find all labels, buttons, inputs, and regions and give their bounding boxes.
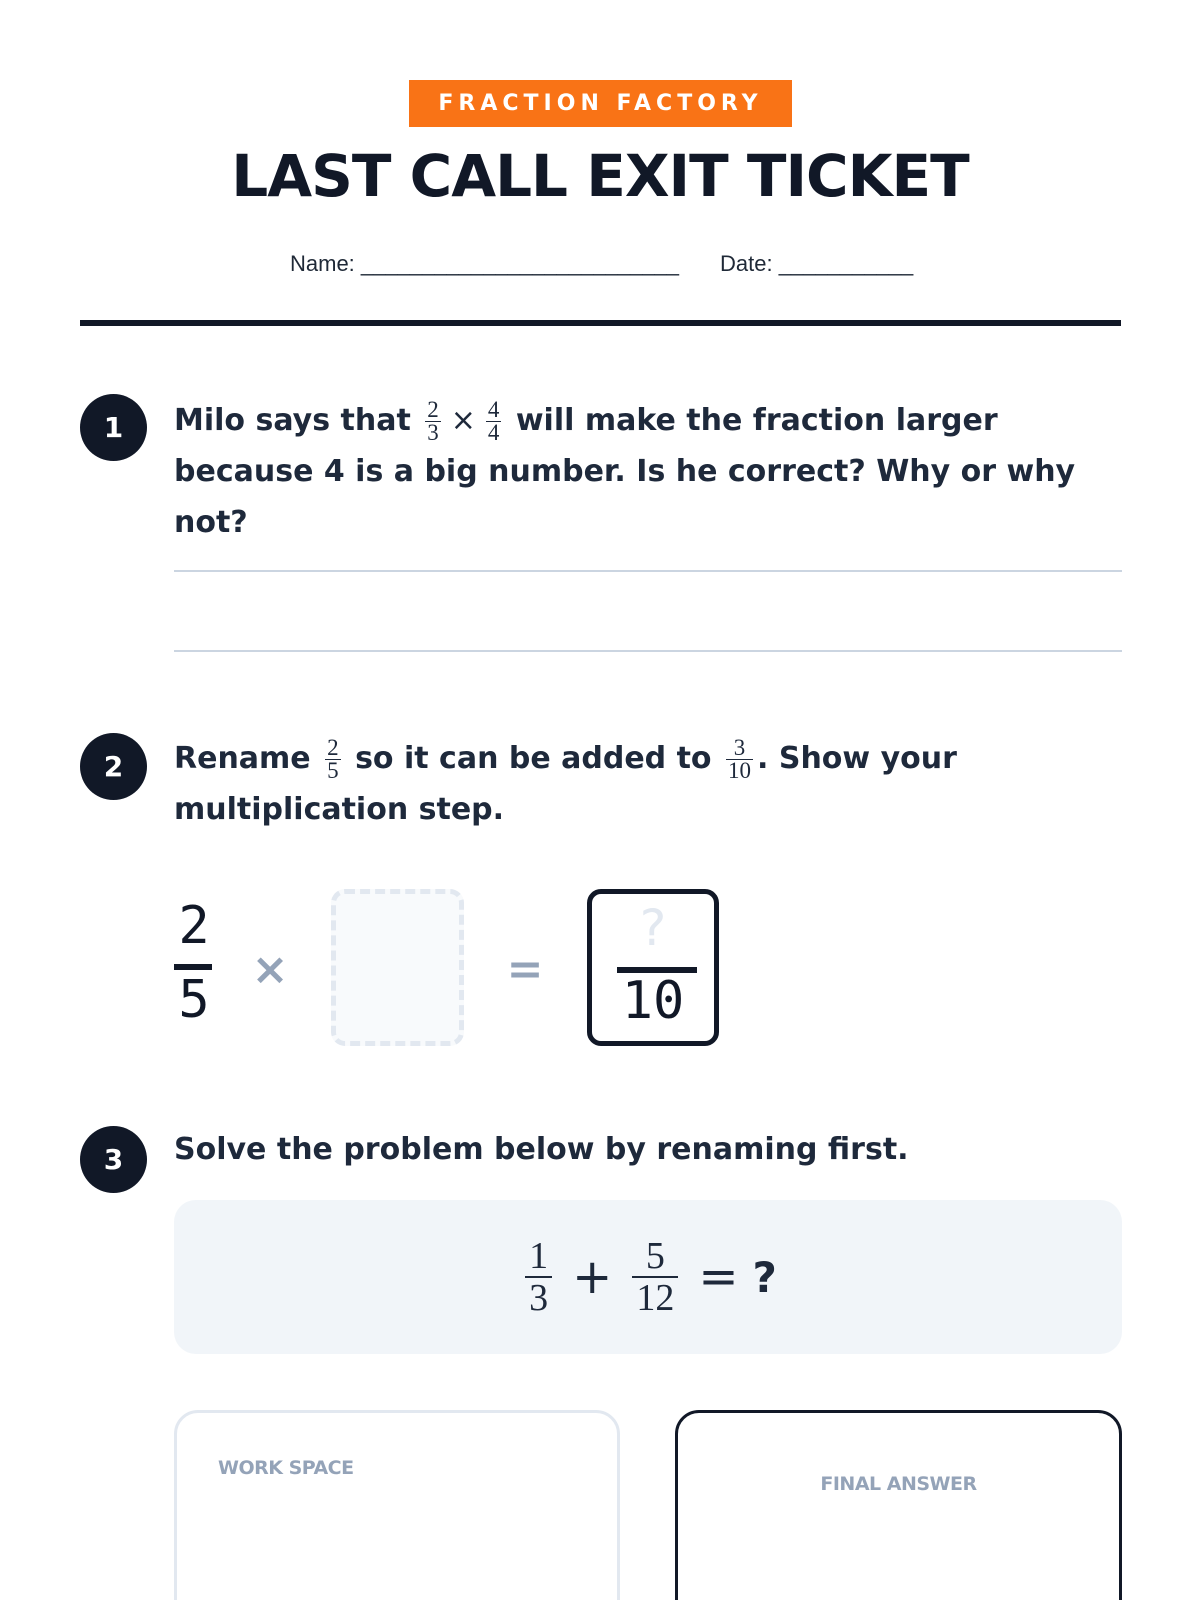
equals-sign: = <box>698 1249 739 1305</box>
denominator: 10 <box>728 758 751 783</box>
question-1-prompt <box>174 395 1134 548</box>
page-title: LAST CALL EXIT TICKET <box>231 142 969 210</box>
numerator: 2 <box>327 735 339 760</box>
unknown-mark: ? <box>752 1252 777 1302</box>
result-fraction-box[interactable] <box>587 889 719 1046</box>
question-text: will make the fraction larger <box>515 403 998 438</box>
denominator: 4 <box>487 420 500 445</box>
problem-box <box>174 1200 1122 1354</box>
question-text: Milo says that <box>174 403 411 438</box>
brand-badge: FRACTION FACTORY <box>409 80 792 127</box>
equals-sign: = <box>506 944 544 995</box>
final-answer-panel[interactable] <box>675 1410 1122 1600</box>
numerator: 1 <box>525 1236 552 1278</box>
fraction <box>486 399 502 444</box>
question-text: multiplication step. <box>174 792 505 827</box>
question-text: because 4 is a big number. Is he correct? Why or why not? <box>174 454 1076 540</box>
question-3-prompt: Solve the problem below by renaming first. <box>174 1132 909 1167</box>
question-text: so it can be added to <box>355 741 712 776</box>
denominator: 12 <box>636 1277 675 1319</box>
plus-operator: + <box>572 1249 613 1305</box>
times-operator: × <box>450 403 476 438</box>
question-number-badge: 2 <box>80 733 147 800</box>
multiplier-input-box[interactable] <box>331 889 464 1046</box>
times-operator: × <box>251 944 289 995</box>
numerator: 5 <box>632 1236 678 1278</box>
result-numerator-placeholder[interactable]: ? <box>639 899 667 957</box>
date-field[interactable]: Date: ___________ <box>720 251 914 276</box>
fraction <box>726 737 753 782</box>
name-field[interactable]: Name: __________________________ <box>290 251 680 276</box>
work-space-label: WORK SPACE <box>218 1457 354 1479</box>
question-number-badge: 3 <box>80 1126 147 1193</box>
header-divider <box>80 320 1121 326</box>
question-2-prompt <box>174 733 1134 835</box>
fraction <box>632 1236 678 1318</box>
result-denominator: 10 <box>621 971 685 1031</box>
denominator: 3 <box>529 1277 549 1319</box>
denominator: 3 <box>427 420 439 445</box>
question-text: . Show your <box>757 741 957 776</box>
numerator: 3 <box>726 737 753 760</box>
question-number-badge: 1 <box>80 394 147 461</box>
final-answer-label: FINAL ANSWER <box>820 1473 977 1495</box>
fraction <box>425 399 441 444</box>
problem-expression <box>174 1200 1122 1354</box>
answer-line[interactable] <box>174 650 1122 652</box>
denominator: 5 <box>327 758 339 783</box>
start-numerator: 2 <box>178 896 210 956</box>
numerator: 2 <box>427 397 439 422</box>
work-space-panel[interactable] <box>174 1410 620 1600</box>
numerator: 4 <box>487 397 500 422</box>
fraction <box>325 737 341 782</box>
answer-line[interactable] <box>174 570 1122 572</box>
question-text: Rename <box>174 741 311 776</box>
fraction <box>525 1236 552 1318</box>
start-denominator: 5 <box>178 970 210 1030</box>
